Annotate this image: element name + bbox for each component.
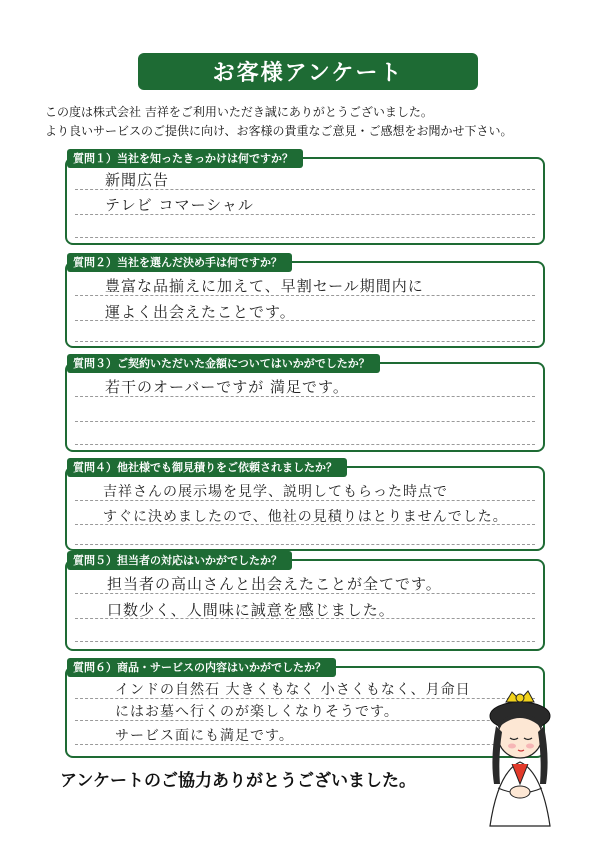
question-label-2: 質問２）当社を選んだ決め手は何ですか？ (67, 253, 292, 272)
answer-3-line-1: 若干のオーバーですが 満足です。 (105, 378, 349, 396)
question-box-4 (65, 461, 545, 551)
answer-2-line-2: 運よく出会えたことです。 (105, 303, 296, 321)
answer-1-line-2: テレビ コマーシャル (105, 196, 254, 214)
question-label-4: 質問４）他社様でも御見積りをご依頼されましたか？ (67, 458, 347, 477)
answer-4-line-1: 吉祥さんの展示場を見学、説明してもらった時点で (103, 484, 448, 500)
answer-1-line-1: 新聞広告 (105, 171, 170, 189)
question-box-2 (65, 256, 545, 348)
answer-4-line-2: すぐに決めましたので、他社の見積りはとりませんでした。 (103, 509, 508, 525)
question-box-3 (65, 357, 545, 452)
survey-title-banner (138, 53, 478, 90)
question-label-3: 質問３）ご契約いただいた金額についてはいかがでしたか？ (67, 354, 380, 373)
intro-line-1: この度は株式会社 吉祥をご利用いただき誠にありがとうございました。 (45, 105, 433, 119)
answer-6-line-3: サービス面にも満足です。 (115, 728, 294, 744)
answer-5-line-2: 口数少く、人間味に誠意を感じました。 (107, 601, 395, 619)
closing-message: アンケートのご協力ありがとうございました。 (60, 771, 416, 791)
page-title: お客様アンケート (212, 61, 404, 86)
answer-6-line-2: にはお墓へ行くのが楽しくなりそうです。 (115, 704, 399, 720)
question-label-5: 質問５）担当者の対応はいかがでしたか？ (67, 551, 292, 570)
question-box-1 (65, 152, 545, 245)
question-box-5 (65, 554, 545, 651)
answer-2-line-1: 豊富な品揃えに加えて、早割セール期間内に (105, 277, 424, 295)
mascot-princess-illustration (468, 688, 588, 828)
intro-line-2: より良いサービスのご提供に向け、お客様の貴重なご意見・ご感想をお聞かせ下さい。 (45, 124, 513, 138)
intro-text (45, 103, 513, 141)
question-label-1: 質問１）当社を知ったきっかけは何ですか？ (67, 149, 303, 168)
answer-6-line-1: インドの自然石 大きくもなく 小さくもなく、月命日 (115, 682, 471, 698)
answer-5-line-1: 担当者の高山さんと出会えたことが全てです。 (107, 575, 442, 593)
question-label-6: 質問６）商品・サービスの内容はいかがでしたか？ (67, 658, 336, 677)
